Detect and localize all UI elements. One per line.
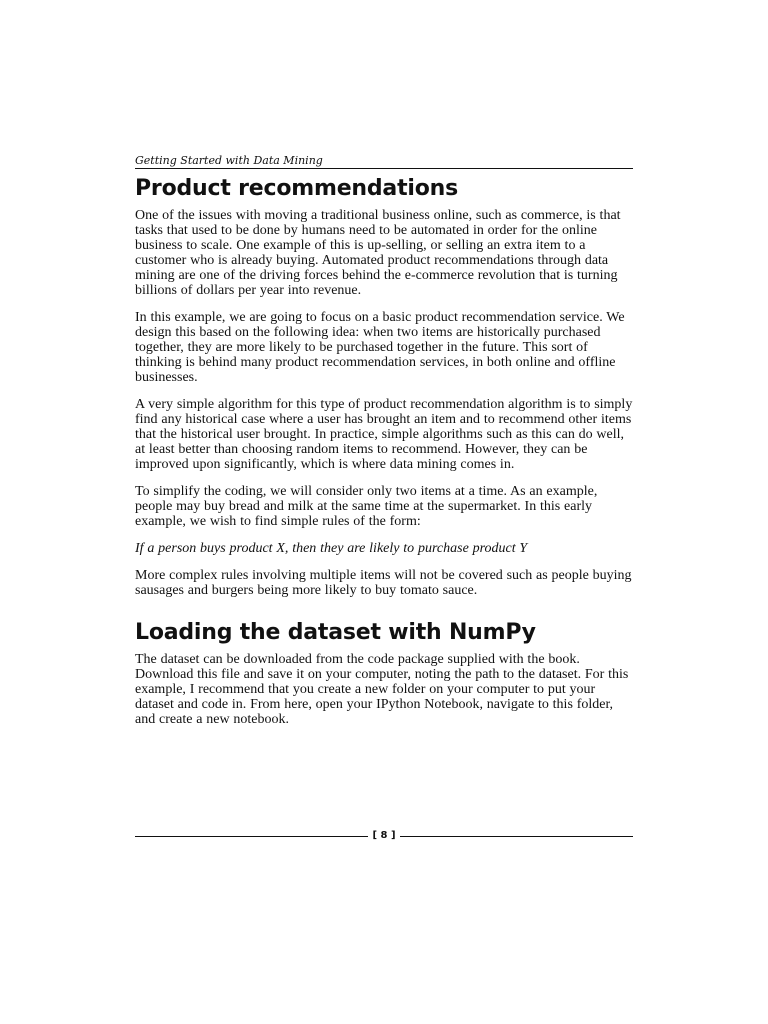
paragraph: More complex rules involving multiple items will not be covered such as people buying sausages and burgers being more likely to buy tomato sauce. <box>135 568 632 598</box>
example-rule: If a person buys product X, then they are likely to purchase product Y <box>135 541 528 556</box>
footer-rule-left <box>135 836 368 837</box>
running-header: Getting Started with Data Mining <box>135 154 323 167</box>
paragraph: A very simple algorithm for this type of product recommendation algorithm is to simply find any historical case where a user has brought an item and to recommend other items that the historical user brought. In practice, simple algorithms such as this can do well, at least better than choosing random items to recommend. However, they can be improved upon significantly, which is where data mining comes in. <box>135 397 633 472</box>
paragraph: To simplify the coding, we will consider only two items at a time. As an example, people may buy bread and milk at the same time at the supermarket. In this early example, we wish to find simple rules of the form: <box>135 484 598 529</box>
section-heading-product-recommendations: Product recommendations <box>135 176 458 201</box>
paragraph: The dataset can be downloaded from the code package supplied with the book. Download this file and save it on your computer, noting the path to the dataset. For this example, I recommend that you create a new folder on your computer to put your dataset and code in. From here, open your IPython Notebook, navigate to this folder, and create a new notebook. <box>135 652 629 727</box>
footer-rule-right <box>400 836 633 837</box>
section-heading-loading-dataset: Loading the dataset with NumPy <box>135 620 536 645</box>
paragraph: In this example, we are going to focus on a basic product recommendation service. We design this based on the following idea: when two items are historically purchased together, they are more likely to be purchased together in the future. This sort of thinking is behind many product recommendation services, in both online and offline businesses. <box>135 310 625 385</box>
header-rule <box>135 168 633 169</box>
page-number: [ 8 ] <box>372 830 396 841</box>
page-body <box>135 176 633 739</box>
paragraph: One of the issues with moving a traditional business online, such as commerce, is that tasks that used to be done by humans need to be automated in order for the online business to scale. One example of this is up-selling, or selling an extra item to a customer who is already buying. Automated product recommendations through data mining are one of the driving forces behind the e-commerce revolution that is turning billions of dollars per year into revenue. <box>135 208 621 298</box>
